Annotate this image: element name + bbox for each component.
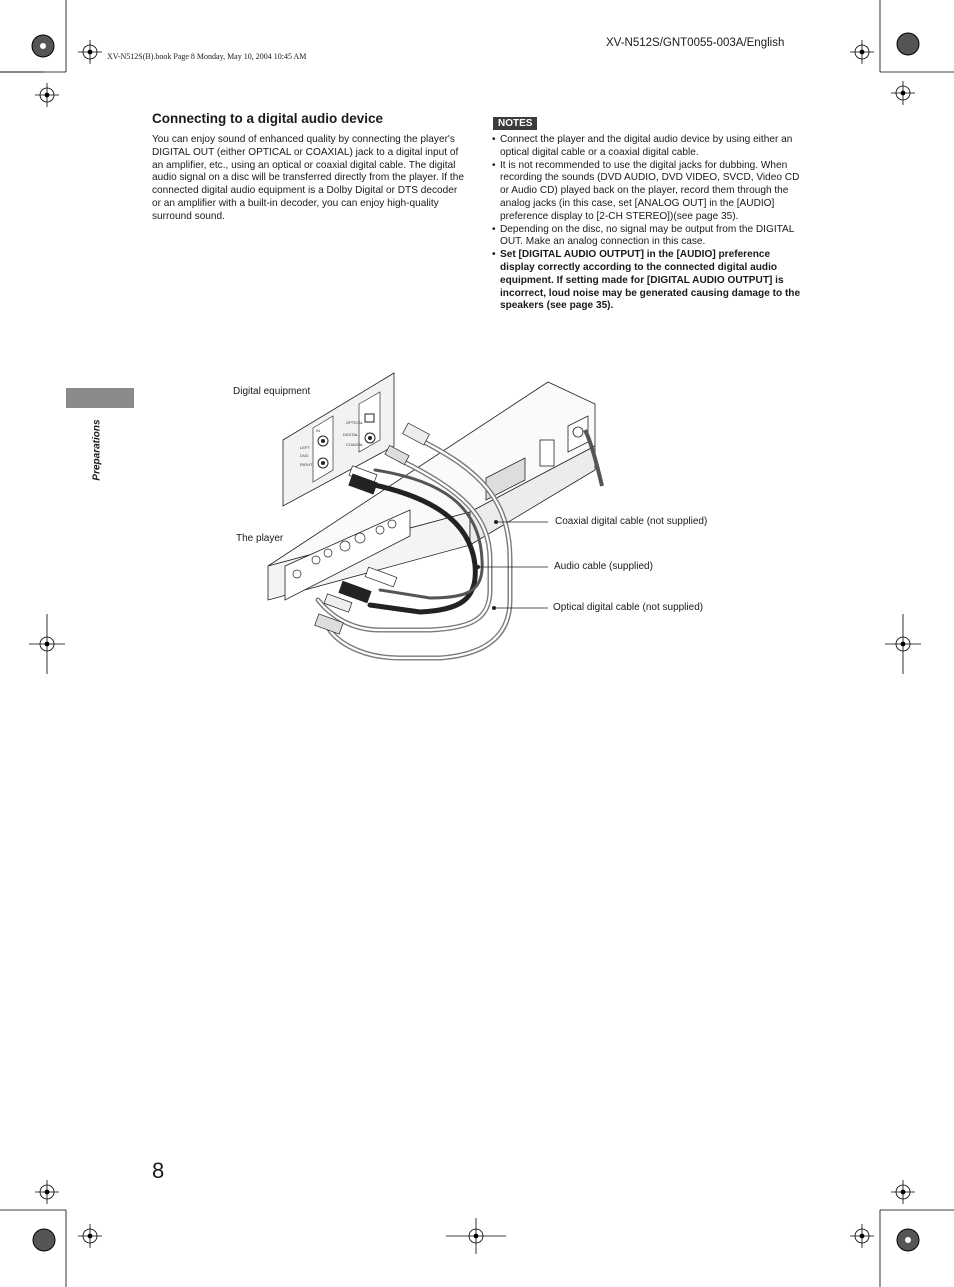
note-item: • It is not recommended to use the digital jacks for dubbing. When recording the sounds (DVD AUDIO, DVD VIDEO, SVCD, Video CD or Audio CD) played back on the player, record them through the analog jacks (in this case, set [ANALOG OUT] in the [AUDIO] preference display to [2-CH STEREO])(see page 35). xyxy=(492,160,806,224)
digital-equipment-label: Digital equipment xyxy=(233,386,311,397)
model-code: XV-N512S/GNT0055-003A/English xyxy=(606,37,785,49)
panel-label: RIGHT xyxy=(300,462,313,467)
section-tab-label: Preparations xyxy=(91,419,103,481)
note-item: • Connect the player and the digital audio device by using either an optical digital cable or a coaxial digital cable. xyxy=(492,134,806,160)
note-item: • Depending on the disc, no signal may be output from the DIGITAL OUT. Make an analog connection in this case. xyxy=(492,224,806,250)
audio-cable-label: Audio cable (supplied) xyxy=(554,561,653,572)
panel-label: IN xyxy=(316,428,320,433)
intro-paragraph: You can enjoy sound of enhanced quality by connecting the player's DIGITAL OUT (either OPTICAL or COAXIAL) jack to a digital input of an amplifier, etc., using an optical or coaxial digital cable. The digital audio signal on a disc will be transferred directly from the player. If the connected digital audio equipment is a Dolby Digital or DTS decoder or an amplifier with a built-in decoder, you can enjoy high-quality surround sound. xyxy=(152,134,464,222)
optical-cable-label: Optical digital cable (not supplied) xyxy=(553,602,704,613)
notes-badge: NOTES xyxy=(493,117,537,130)
coaxial-cable-label: Coaxial digital cable (not supplied) xyxy=(555,516,708,527)
note-item-warning: • Set [DIGITAL AUDIO OUTPUT] in the [AUDIO] preference display correctly according to the connected digital audio equipment. If setting made for [DIGITAL AUDIO OUTPUT] is incorrect, loud noise may be generated causing damage to the speakers (see page 35). xyxy=(492,249,806,313)
page-number: 8 xyxy=(152,1158,165,1183)
panel-label: DVD xyxy=(300,453,309,458)
section-title: Connecting to a digital audio device xyxy=(152,111,384,126)
panel-label: COAXIAL xyxy=(346,442,364,447)
panel-label: OPTICAL xyxy=(346,420,364,425)
player-label: The player xyxy=(236,533,284,544)
book-info: XV-N512S(B).book Page 8 Monday, May 10, 2004 10:45 AM xyxy=(107,52,307,61)
panel-label: LEFT xyxy=(300,445,310,450)
panel-label: DIGITAL xyxy=(343,432,359,437)
